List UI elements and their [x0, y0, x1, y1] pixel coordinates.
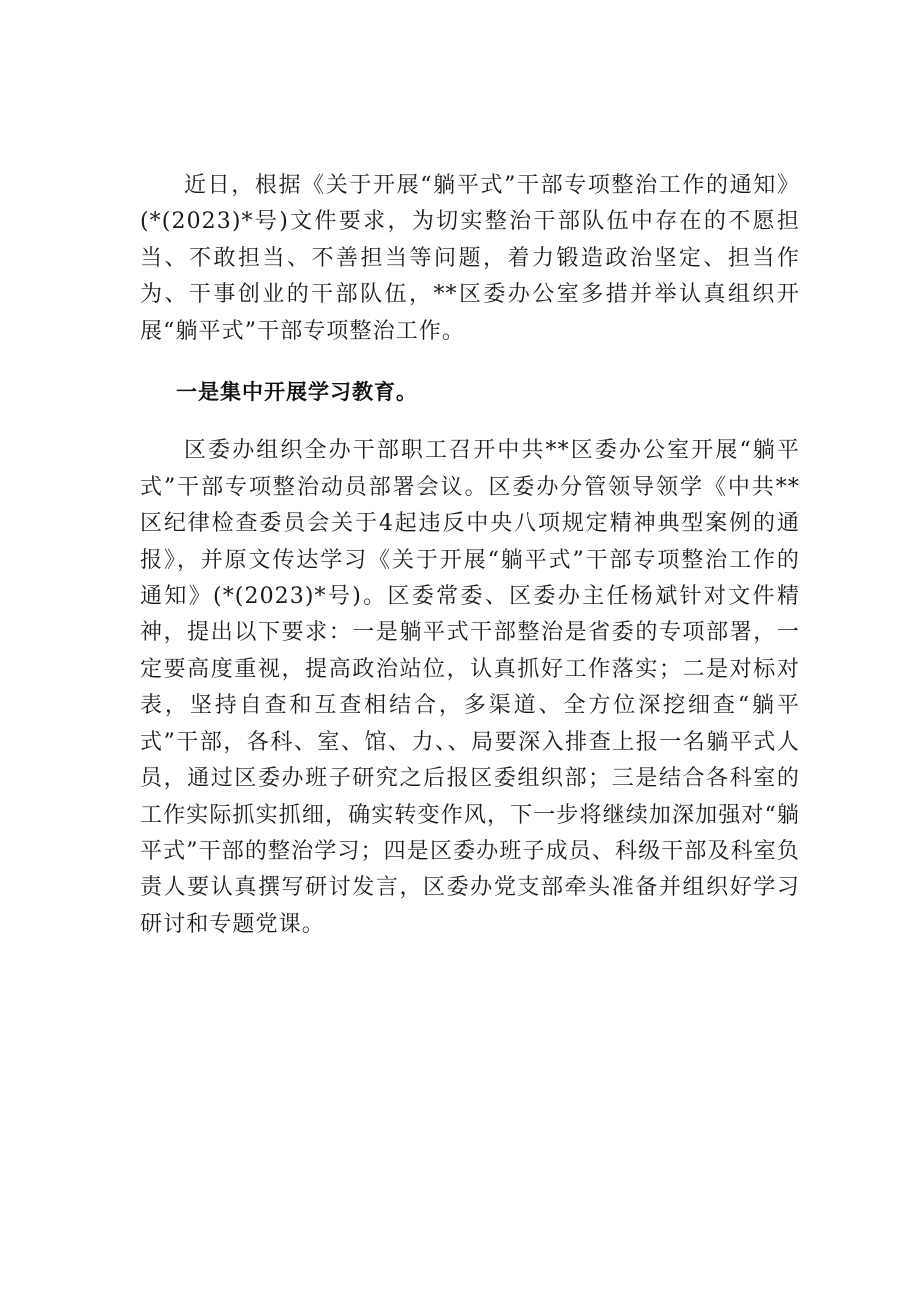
document-body	[140, 168, 800, 943]
intro-paragraph: 近日，根据《关于开展“躺平式”干部专项整治工作的通知》(*(2023)*号)文件要求，为切实整治干部队伍中存在的不愿担当、不敢担当、不善担当等问题，着力锻造政治坚定、担当作为、干事创业的干部队伍，**区委办公室多措并举认真组织开展“躺平式”干部专项整治工作。	[140, 173, 800, 344]
section-heading: 一是集中开展学习教育。	[176, 380, 418, 405]
body-paragraph: 区委办组织全办干部职工召开中共**区委办公室开展“躺平式”干部专项整治动员部署会议。区委办分管领导领学《中共**区纪律检查委员会关于4起违反中央八项规定精神典型案例的通报》，并原文传达学习《关于开展“躺平式”干部专项整治工作的通知》(*(2023)*号)。区委常委、区委办主任杨斌针对文件精神，提出以下要求：一是躺平式干部整治是省委的专项部署，一定要高度重视，提高政治站位，认真抓好工作落实；二是对标对表，坚持自查和互查相结合，多渠道、全方位深挖细查“躺平式”干部，各科、室、馆、力、、局要深入排查上报一名躺平式人员，通过区委办班子研究之后报区委组织部；三是结合各科室的工作实际抓实抓细，确实转变作风，下一步将继续加深加强对“躺平式”干部的整治学习；四是区委办班子成员、科级干部及科室负责人要认真撰写研讨发言，区委办党支部牵头准备并组织好学习研讨和专题党课。	[140, 438, 800, 937]
